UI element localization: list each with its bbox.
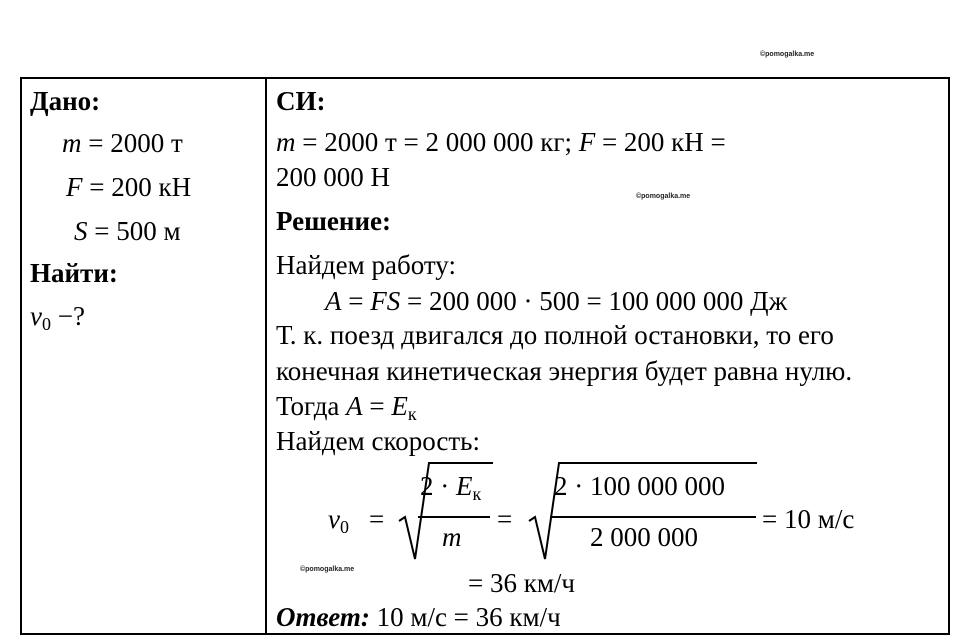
- find-title: Найти:: [30, 258, 118, 288]
- solution-title: Решение:: [276, 206, 391, 236]
- answer-line: Ответ: 10 м/с = 36 км/ч: [276, 602, 561, 632]
- fraction-2-bar: [550, 516, 756, 518]
- given-mass: m = 2000 т: [62, 128, 183, 158]
- work-intro: Найдем работу:: [276, 250, 456, 280]
- given-distance: S = 500 м: [74, 216, 181, 246]
- watermark: ©pomogalka.me: [760, 51, 815, 58]
- solution-table: [20, 77, 950, 635]
- fraction-1-bar: [418, 516, 490, 518]
- column-divider: [265, 79, 267, 633]
- then-line: Тогда $A = E_к$: [276, 391, 417, 424]
- fraction-2-numerator: 2 · 100 000 000: [554, 471, 725, 501]
- text-line-1: Т. к. поезд двигался до полной остановки, то его: [276, 320, 834, 350]
- given-title: Дано:: [30, 86, 101, 116]
- watermark: ©pomogalka.me: [636, 193, 691, 200]
- work-formula: A = FS = 200 000 · 500 = 100 000 000 Дж: [325, 286, 788, 316]
- speed-intro: Найдем скорость:: [276, 426, 480, 456]
- given-force: F = 200 кН: [66, 172, 192, 202]
- find-unknown: $v_0$ −?: [30, 301, 85, 334]
- speed-result-kmh: = 36 км/ч: [468, 568, 576, 598]
- si-title: СИ:: [276, 86, 326, 116]
- fraction-1-numerator: $2 \cdot E_к$: [420, 471, 482, 504]
- speed-variable: $v_0$: [328, 504, 349, 537]
- si-line-2: 200 000 Н: [276, 162, 390, 192]
- si-line-1: m = 2000 т = 2 000 000 кг; F = 200 кН =: [276, 127, 726, 157]
- speed-result-ms: = 10 м/с: [762, 504, 855, 534]
- watermark: ©pomogalka.me: [300, 566, 355, 573]
- equals-sign: =: [497, 504, 513, 534]
- text-line-2: конечная кинетическая энергия будет равна нулю.: [276, 356, 853, 386]
- fraction-1-denominator: m: [442, 522, 462, 552]
- fraction-2-denominator: 2 000 000: [590, 522, 698, 552]
- equals-sign: =: [369, 504, 385, 534]
